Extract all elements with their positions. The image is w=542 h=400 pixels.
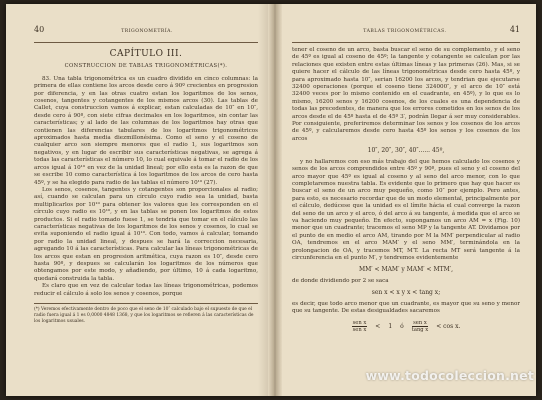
sine-inequality: sen x < x y x < tang x; (371, 289, 441, 297)
inequality-formula: MM′ < MAM′ y MAM′ < MTM′, (358, 266, 454, 274)
fraction: $\frac{\text{sen x}}{\text{sen x}}$ (352, 320, 367, 334)
paragraph: y no hallaremos con eso más trabajo del que hemos calculado los cosenos y senos de los arcos comprendidos entre 45º y 90º, pues el seno y el coseno del arco mayor que 45º es igual al coseno y al seno del arco menor, con lo que completaremos nuestra tabla. Es evidente que lo primero que hay que hacer es buscar el seno de un arco muy pequeño, como 10″ por ejemplo. Pero antes, para esto, es necesario recordar que de un modo elemental, principalmente por el cálculo, dedúcese que la unidad es el límite hácia el cual converge la razon del seno de un arco y el arco, ó del arco á su tangente, á medida que el arco se va haciendo muy pequeño. En efecto, supongamos un arco AM = x (Fig. 10) menor que un cuadrante; tracemos el seno MP y la tangente AT. Dividamos por el punto de en medio el arco AM, tirando por M la MM′ perpendicular al radio OA, tendremos en el arco MAM′ y el seno MM′, terminándola en la prolongacion de OA, y tracemos MT, M′T. La recta MT será tangente á la circunferencia en el punto M′, y tendremos evidentemente (292, 158, 520, 261)
page-number: 40 (34, 25, 45, 34)
arc-series: 10″, 20″, 30″, 40″...... 45º, (367, 147, 445, 155)
paragraph: de donde dividiendo por 2 se saca (292, 277, 389, 284)
page-number: 41 (509, 25, 520, 34)
open-book (6, 4, 536, 396)
running-head: TRIGONOMETRÍA. (121, 29, 173, 34)
paragraph: Es claro que en vez de calcular todas las líneas trigonométricas, podemos reducir el cálculo á solo los senos y cosenos, porque (34, 283, 258, 297)
chapter-subtitle: CONSTRUCCION DE TABLAS TRIGONOMÉTRICAS(*). (64, 63, 228, 70)
paragraph: es decir, que todo arco menor que un cuadrante, es mayor que su seno y menor que su tangente. De estas desigualdades sacaremos (292, 300, 520, 314)
fraction: $\frac{\text{sen x}}{\text{tang x}}$ (411, 320, 429, 334)
book-gutter (268, 4, 282, 396)
chapter-title: CAPÍTULO III. (109, 49, 183, 59)
fraction-formula: $\frac{\text{sen x}}{\text{sen x}}$ < 1 ó $\frac{\text{sen x}}{\text{tang x}}$ < cos x. (352, 320, 461, 334)
paragraph: Los senos, cosenos, tangentes y cotangentes son proporcionales al radio; así, cuando se calculan para un círculo cuyo radio sea la unidad, basta multiplicarlos por 10¹⁰ para obtener los valores que les corresponden en el círculo cuyo radio es 10¹⁰, y en las tablas se ponen los logaritmos de estos productos. Si el radio tomado fuese 1, se tendria que tomar en el cálculo las características negativas de los logaritmos de los senos y cosenos, lo cual se evita suponiendo el radio igual á 10¹⁰. Con todo, vamos á calcular, tomando por radio la unidad lineal, y despues se hará la correccion necesaria, agregando 10 á las características. Para calcular las líneas trigonométricas de los arcos que estan en progresion aritmética, cuya razon es 10″, desde cero hasta 90º, y despues se calcularán los logaritmos de los números que obtengamos por este modo, y añadiendo, por último, 10 á cada logaritmo, quedará construida la tabla. (34, 186, 258, 282)
left-page (34, 4, 258, 396)
paragraph-83: 83. Una tabla trigonométrica es un cuadro dividido en cinco columnas: la primera de ellas contiene los arcos desde cero á 90º crecientes en progresion por diferencia, y en las otras cuatro estan los logaritmos de los senos, cosenos, tangentes y cotangentes de los mismos arcos (30). Las tablas de Callet, cuya construccion vamos á explicar, estan calculadas de 10″ en 10″, desde cero á 90º, con siete cifras decimales en los logaritmos, sin contar las características; y al lado de las columnas de los logaritmos hay otras que contienen las diferencias tabulares de los logaritmos trigonométricos aproximados hasta media diezmillonésima. Como el seno y el coseno de cualquier arco son siempre menores que el radio 1, sus logaritmos son negativos, y en lugar de escribir sus características negativas, se agrega á todas las características el número 10, lo cual equivale á tomar el radio de los arcos igual á 10¹⁰ en vez de la unidad lineal; por ello esta es la razon de que se escribe 10 como característica á los logaritmos de los arcos de cero hasta 45º, y se ha elegido para radio de las tablas el número 10¹⁰ (27). (34, 75, 258, 186)
binding-shadow (258, 4, 268, 396)
footnote: (*) Veremos efectivamente dentro de poco que el seno de 10″ calculado bajo el supuesto de que el radio fuera igual á 1 es 0,0000 4848 1368, y que los logaritmos se refieren á las características de los logaritmos usuales. (34, 303, 258, 324)
running-head: TABLAS TRIGONOMÉTRICAS. (363, 29, 447, 34)
watermark-text: www.todocoleccion.net (365, 368, 534, 383)
left-page-header (34, 26, 258, 43)
right-page-header (292, 26, 520, 43)
right-page (292, 4, 520, 396)
paragraph: tener el coseno de un arco, basta buscar el seno de su complemento, y el seno de 45º es igual al coseno de 45º; la tangente y cotangente se calculan por las relaciones que existen entre estas últimas líneas y las primeras (26). Mas, si se quiere hacer el cálculo de las líneas trigonométricas desde cero hasta 45º, y para aproximado hasta 10″, serian 16200 los arcos, y tendrian que ejecutarse 32400 operaciones (porque el coseno tiene 324000″, y el arco de 10″ está 32400 veces por lo mismo contenido en el cuadrante, en 45º), y lo que es lo mismo, 16200 senos y 16200 cosenos, de los cuales es una dependencia de todas las precedentes, de manera que los errores cometidos en los senos de los arcos desde el de 45º hasta el de 45º 3′, podrán llegar á ser muy considerables. Por consiguiente, preferiremos determinar los senos y los cosenos de los arcos de 45º, y calcularemos desde cero hasta 45º los senos y los cosenos de los arcos (292, 47, 520, 142)
